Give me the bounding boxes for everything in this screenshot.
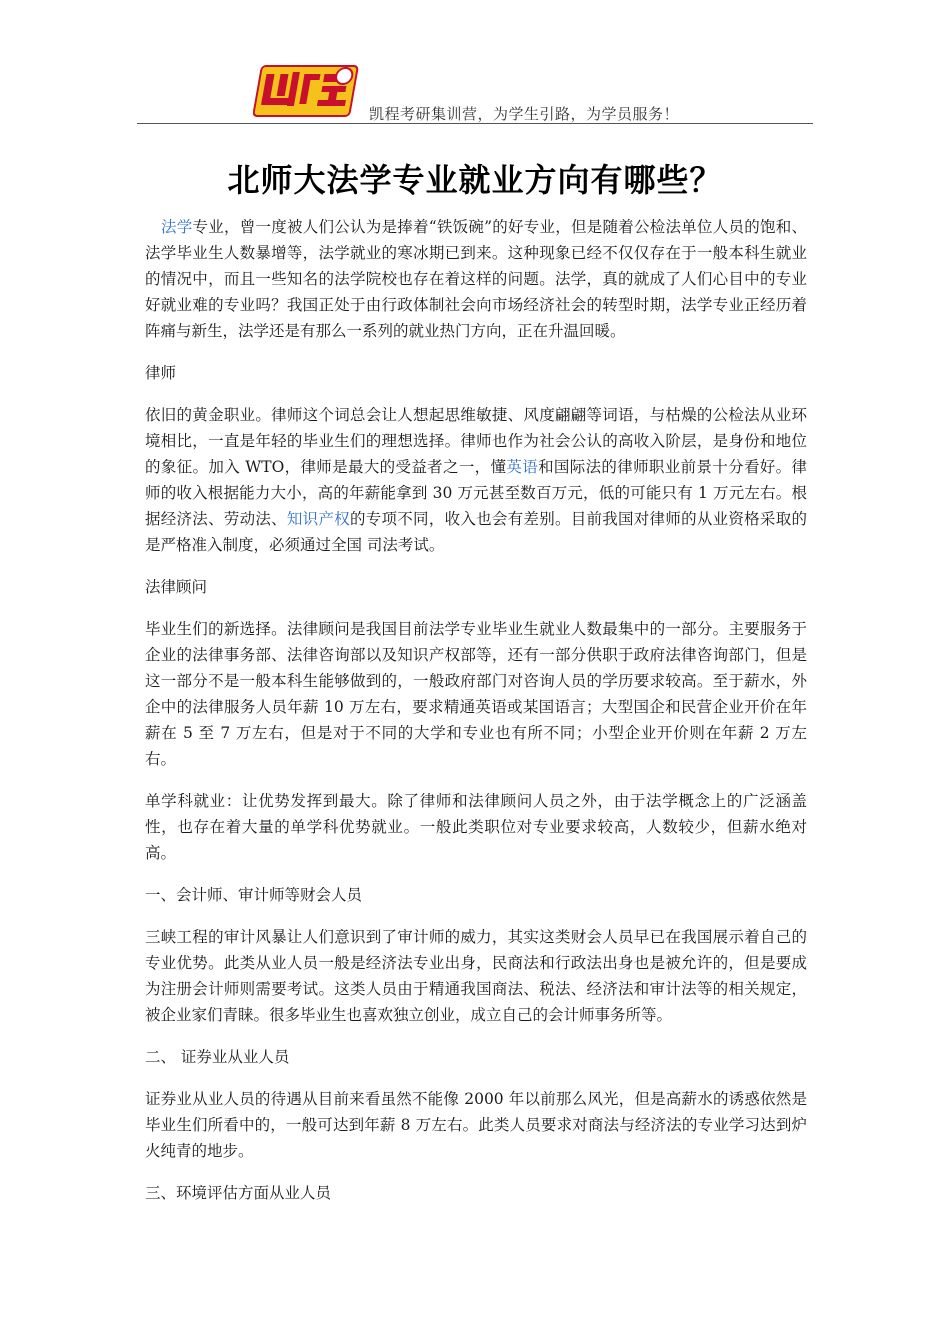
counsel-paragraph: 毕业生们的新选择。法律顾问是我国目前法学专业毕业生就业人数最集中的一部分。主要服务于企业的法律事务部、法律咨询部以及知识产权部等，还有一部分供职于政府法律咨询部门，但是这一部分不是一般本科生能够做到的，一般政府部门对咨询人员的学历要求较高。至于薪水，外企中的法律服务人员年薪 10 万左右，要求精通英语或某国语言；大型国企和民营企业开价在年薪在 5 至 7 万左右，但是对于不同的大学和专业也有所不同；小型企业开价则在年薪 2 万左右。 xyxy=(145,620,807,768)
page-header xyxy=(137,58,813,124)
lawyer-paragraph xyxy=(145,402,807,558)
section-heading-securities: 二、 证券业从业人员 xyxy=(145,1048,290,1066)
page-title: 北师大法学专业就业方向有哪些？ xyxy=(227,161,723,199)
single-discipline-paragraph: 单学科就业：让优势发挥到最大。除了律师和法律顾问人员之外，由于法学概念上的广泛涵盖性，也存在着大量的单学科优势就业。一般此类职位对专业要求较高，人数较少，但薪水绝对高。 xyxy=(145,792,807,862)
section-heading-lawyer: 律师 xyxy=(145,364,177,382)
header-slogan: 凯程考研集训营，为学生引路，为学员服务！ xyxy=(369,105,680,123)
link-intellectual-property[interactable]: 知识产权 xyxy=(286,510,350,528)
lawyer-text-3: 的专项不同，收入也会有差别。目前我国对律师的从业资格采取的是严格准入制度，必须通过全国 司法考试。 xyxy=(145,510,807,554)
header-divider xyxy=(137,123,813,124)
intro-text: 专业，曾一度被人们公认为是捧着“铁饭碗”的好专业，但是随着公检法单位人员的饱和、法学毕业生人数暴增等，法学就业的寒冰期已到来。这种现象已经不仅仅存在于一般本科生就业的情况中，而且一些知名的法学院校也存在着这样的问题。法学，真的就成了人们心目中的专业好就业难的专业吗？我国正处于由行政体制社会向市场经济社会的转型时期，法学专业正经历着阵痛与新生，法学还是有那么一系列的就业热门方向，正在升温回暖。 xyxy=(145,218,807,340)
securities-paragraph: 证券业从业人员的待遇从目前来看虽然不能像 2000 年以前那么风光，但是高薪水的诱惑依然是毕业生们所看中的，一般可达到年薪 8 万左右。此类人员要求对商法与经济法的专业学习达到炉火纯青的地步。 xyxy=(145,1090,807,1160)
section-heading-counsel: 法律顾问 xyxy=(145,578,208,596)
link-faxue[interactable]: 法学 xyxy=(161,218,193,236)
lawyer-text-2: 和国际法的律师职业前景十分看好。律师的收入根据能力大小，高的年薪能拿到 30 万元甚至数百万元，低的可能只有 1 万元左右。根据经济法、劳动法、 xyxy=(145,458,807,528)
section-heading-environment: 三、环境评估方面从业人员 xyxy=(145,1184,332,1202)
kaicheng-logo xyxy=(253,60,361,120)
lawyer-text-1: 依旧的黄金职业。律师这个词总会让人想起思维敏捷、风度翩翩等词语，与枯燥的公检法从业环境相比，一直是年轻的毕业生们的理想选择。律师也作为社会公认的高收入阶层，是身份和地位的象征。加入 WTO，律师是最大的受益者之一，懂 xyxy=(145,406,807,476)
section-heading-accountant: 一、会计师、审计师等财会人员 xyxy=(145,886,363,904)
accountant-paragraph: 三峡工程的审计风暴让人们意识到了审计师的威力，其实这类财会人员早已在我国展示着自己的专业优势。此类从业人员一般是经济法专业出身，民商法和行政法出身也是被允许的，但是要成为注册会计师则需要考试。这类人员由于精通我国商法、税法、经济法和审计法等的相关规定，被企业家们青睐。很多毕业生也喜欢独立创业，成立自己的会计师事务所等。 xyxy=(145,928,807,1024)
article-body xyxy=(145,214,807,1222)
intro-paragraph xyxy=(145,214,807,344)
link-english[interactable]: 英语 xyxy=(506,458,539,476)
